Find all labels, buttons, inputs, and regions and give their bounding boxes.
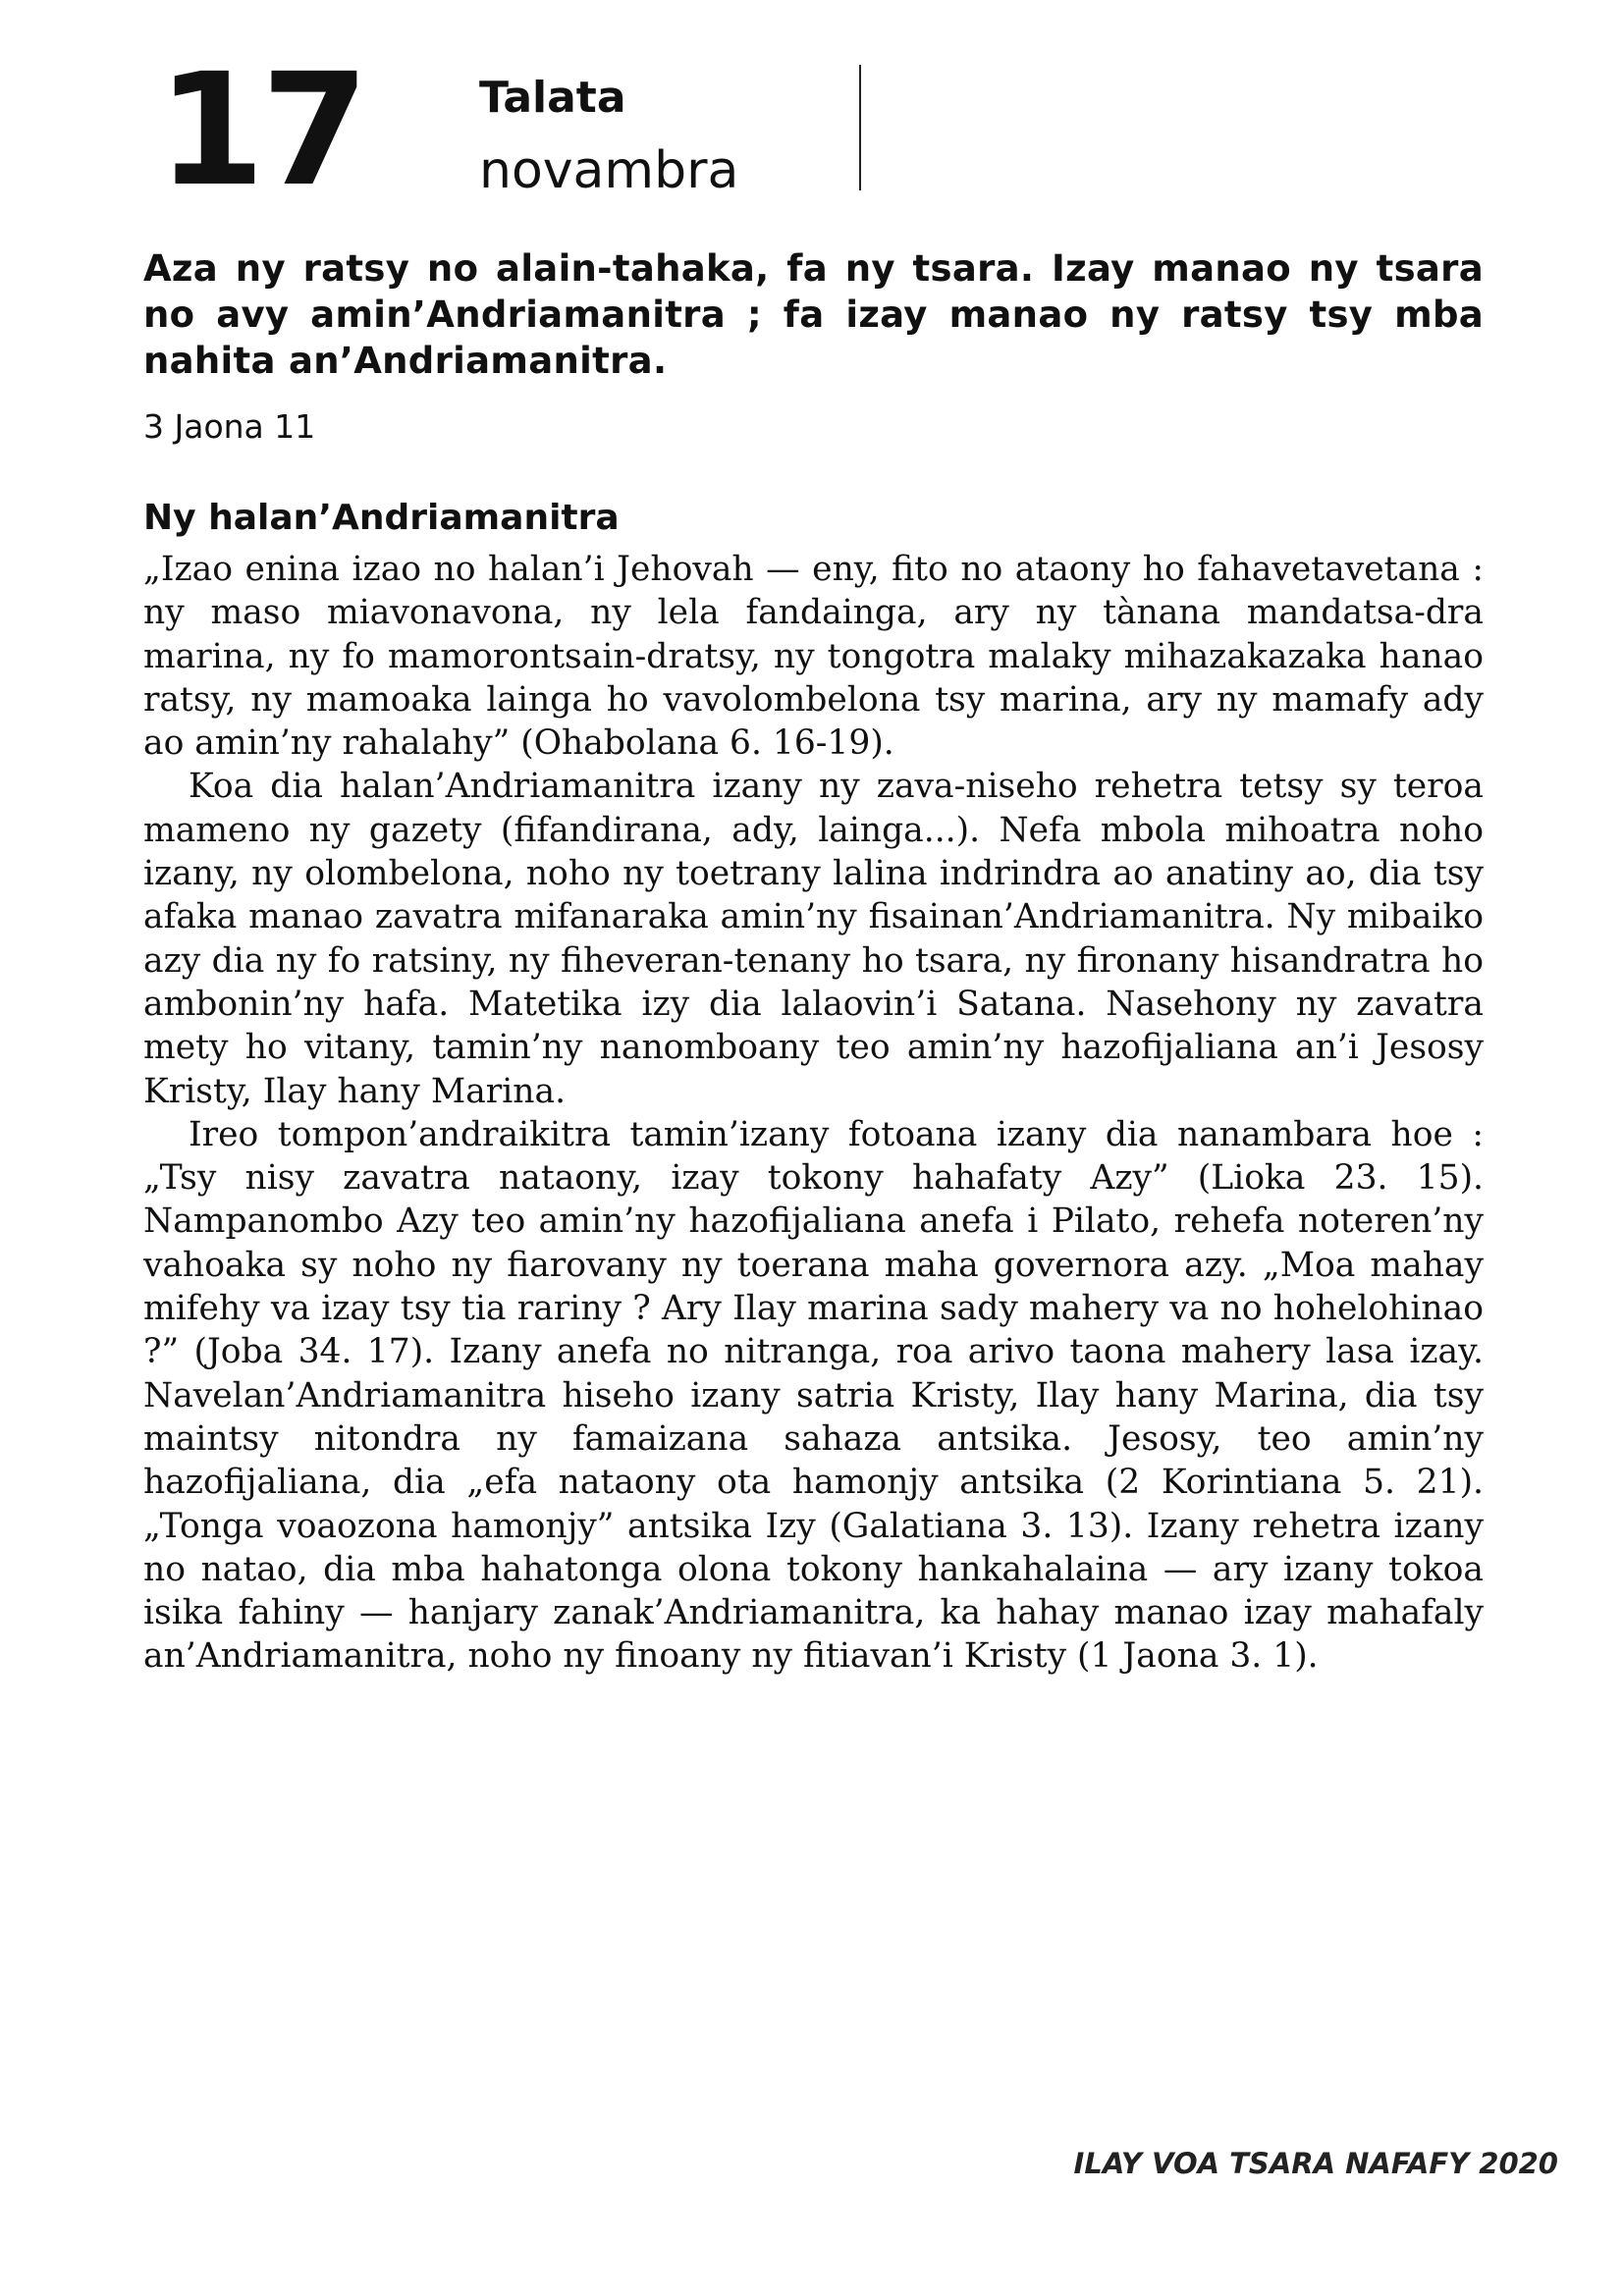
weekday: Talata [479,73,626,123]
paragraph: Ireo tompon’andraikitra tamin’izany fotoana izany dia nanambara hoe : „Tsy nisy zavatra nataony, izay tokony hahafaty Azy” (Lioka 23. 15). Nampanombo Azy teo amin’ny hazofijaliana anefa i Pilato, rehefa noteren’ny vahoaka sy noho ny fiarovany ny toerana maha governora azy. „Moa mahay mifehy va izay tsy tia rariny ? Ary Ilay marina sady mahery va no hohelohinao ?” (Joba 34. 17). Izany anefa no nitranga, roa arivo taona mahery lasa izay. Navelan’Andriamanitra hiseho izany satria Kristy, Ilay hany Marina, dia tsy maintsy nitondra ny famaizana sahaza antsika. Jesosy, teo amin’ny hazofijaliana, dia „efa nataony ota hamonjy antsika (2 Korintiana 5. 21). „Tonga voaozona hamonjy” antsika Izy (Galatiana 3. 13). Izany rehetra izany no natao, dia mba hahatonga olona tokony hankahalaina — ary izany tokoa isika fahiny — hanjary zanak’Andriamanitra, ka hahay manao izay mahafaly an’Andriamanitra, noho ny finoany ny fitiavan’i Kristy (1 Jaona 3. 1). [143,1114,1484,1677]
day-number: 17 [157,40,365,221]
date-header [157,40,864,221]
devotional-body [143,548,1484,1679]
publication-footer: ILAY VOA TSARA NAFAFY 2020 [1073,2147,1558,2180]
verse-reference: 3 Jaona 11 [143,407,316,446]
paragraph: Koa dia halan’Andriamanitra izany ny zava-niseho rehetra tetsy sy teroa mameno ny gazety (fifandirana, ady, lainga...). Nefa mbola mihoatra noho izany, ny olombelona, noho ny toetrany lalina indrindra ao anatiny ao, dia tsy afaka manao zavatra mifanaraka amin’ny fisainan’Andriamanitra. Ny mibaiko azy dia ny fo ratsiny, ny fiheveran-tenany ho tsara, ny fironany hisandratra ho ambonin’ny hafa. Matetika izy dia lalaovin’i Satana. Nasehony ny zavatra mety ho vitany, tamin’ny nanomboany teo amin’ny hazofijaliana an’i Jesosy Kristy, Ilay hany Marina. [143,767,1484,1111]
header-divider [859,65,861,190]
month: novambra [479,141,739,200]
section-title: Ny halan’Andriamanitra [143,498,620,538]
paragraph: „Izao enina izao no halan’i Jehovah — eny, fito no ataony ho fahavetavetana : ny maso miavonavona, ny lela fandainga, ary ny tànana mandatsa-dra marina, ny fo mamorontsain-dratsy, ny tongotra malaky mihazakazaka hanao ratsy, ny mamoaka lainga ho vavolombelona tsy marina, ary ny mamafy ady ao amin’ny rahalahy” (Ohabolana 6. 16-19). [143,550,1484,764]
daily-verse: Aza ny ratsy no alain-tahaka, fa ny tsara. Izay manao ny tsara no avy amin’Andriamanitra ; fa izay manao ny ratsy tsy mba nahita an’Andriamanitra. [143,247,1484,382]
